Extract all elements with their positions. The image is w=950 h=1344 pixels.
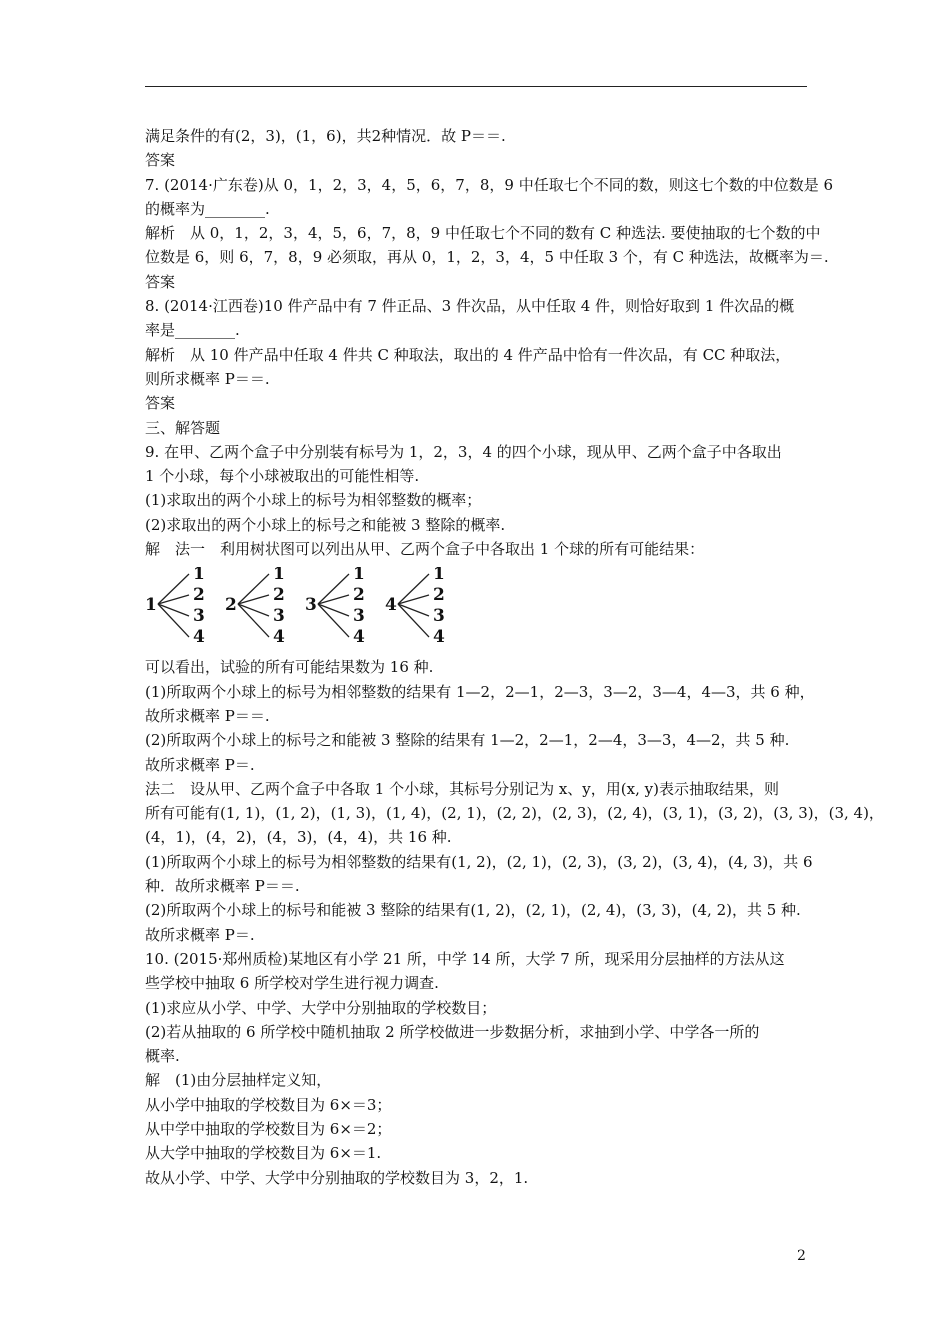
tree-diagram (145, 567, 465, 647)
tree-leaf-label: 1 (193, 567, 205, 585)
tree-leaf-label: 2 (433, 585, 445, 606)
text-line: 解 法一 利用树状图可以列出从甲、乙两个盒子中各取出 1 个球的所有可能结果： (145, 540, 705, 559)
text-line: 故所求概率 P＝. (145, 755, 255, 774)
text-line: (1)所取两个小球上的标号为相邻整数的结果有 1—2，2—1，2—3，3—2，3—4，4—3，共 6 种， (145, 682, 815, 701)
tree-leaf-label: 4 (353, 627, 365, 648)
text-line: 解析 从 10 件产品中任取 4 件共 C 种取法，取出的 4 件产品中恰有一件次品，有 CC 种取法， (145, 345, 791, 364)
tree-leaf-label: 4 (273, 627, 285, 648)
tree-root-label: 1 (145, 595, 157, 616)
text-line: 则所求概率 P＝＝. (145, 369, 270, 388)
tree-leaf-label: 1 (273, 567, 285, 585)
tree-leaf-label: 2 (353, 585, 365, 606)
text-block-before-tree (145, 124, 834, 561)
tree-root-label: 3 (305, 595, 317, 616)
tree-branch-line (238, 604, 269, 637)
text-line: 故从小学、中学、大学中分别抽取的学校数目为 3，2，1. (145, 1168, 529, 1187)
text-line: 从中学中抽取的学校数目为 6×＝2； (145, 1119, 392, 1138)
text-line: 7. (2014·广东卷)从 0，1，2，3，4，5，6，7，8，9 中任取七个不同的数，则这七个数的中位数是 6 (145, 175, 834, 194)
text-line: 10. (2015·郑州质检)某地区有小学 21 所，中学 14 所，大学 7 所，现采用分层抽样的方法从这 (145, 949, 785, 968)
tree-root-label: 4 (385, 595, 397, 616)
tree-branch-line (318, 604, 349, 637)
text-line: 答案 (145, 272, 176, 291)
tree-leaf-label: 2 (273, 585, 285, 606)
text-line: 故所求概率 P＝＝. (145, 706, 270, 725)
tree-branch-line (158, 604, 189, 616)
text-line: (4，1)，(4，2)，(4，3)，(4，4)，共 16 种. (145, 828, 452, 847)
tree-branch-group-3 (305, 567, 365, 647)
text-line: 位数是 6，则 6，7，8，9 必须取，再从 0，1，2，3，4，5 中任取 3 个，有 C 种选法，故概率为＝. (145, 248, 829, 267)
tree-branch-line (158, 604, 189, 637)
text-line: 的概率为________. (145, 199, 270, 218)
text-line: 率是________. (145, 321, 240, 340)
tree-leaf-label: 2 (193, 585, 205, 606)
text-line: 可以看出，试验的所有可能结果数为 16 种. (145, 658, 434, 677)
text-line: 种．故所求概率 P＝＝. (145, 877, 300, 896)
tree-branch-line (398, 604, 429, 637)
tree-branch-group-1 (145, 567, 205, 647)
text-line: 从小学中抽取的学校数目为 6×＝3； (145, 1095, 392, 1114)
tree-branch-line (398, 604, 429, 616)
text-block-after-tree (145, 655, 884, 1190)
tree-leaf-label: 4 (433, 627, 445, 648)
text-line: 答案 (145, 151, 176, 170)
text-line: (2)求取出的两个小球上的标号之和能被 3 整除的概率. (145, 515, 506, 534)
text-line: 所有可能有(1, 1)，(1, 2)，(1, 3)，(1, 4)，(2, 1)，(2, 2)，(2, 3)，(2, 4)，(3, 1)，(3, 2)，(3, 3)，(3, 4)， (145, 804, 884, 823)
tree-branch-line (238, 604, 269, 616)
text-line: (1)所取两个小球上的标号为相邻整数的结果有(1, 2)，(2, 1)，(2, 3)，(3, 2)，(3, 4)，(4, 3)，共 6 (145, 852, 813, 871)
text-line: (2)所取两个小球上的标号和能被 3 整除的结果有(1, 2)，(2, 1)，(2, 4)，(3, 3)，(4, 2)，共 5 种. (145, 901, 801, 920)
text-line: (1)求应从小学、中学、大学中分别抽取的学校数目； (145, 998, 497, 1017)
text-line: 从大学中抽取的学校数目为 6×＝1. (145, 1144, 382, 1163)
text-line: 答案 (145, 394, 176, 413)
document-body (145, 124, 884, 1190)
text-line: 概率. (145, 1047, 180, 1066)
tree-leaf-label: 1 (353, 567, 365, 585)
text-line: 满足条件的有(2，3)，(1，6)，共2种情况．故 P＝＝. (145, 127, 506, 145)
tree-leaf-label: 3 (193, 606, 205, 627)
text-line: 三、解答题 (145, 418, 221, 437)
text-line: (2)所取两个小球上的标号之和能被 3 整除的结果有 1—2，2—1，2—4，3—3，4—2，共 5 种. (145, 731, 790, 750)
text-line: 9. 在甲、乙两个盒子中分别装有标号为 1，2，3，4 的四个小球，现从甲、乙两个盒子中各取出 (145, 442, 782, 461)
tree-branch-group-4 (385, 567, 445, 647)
tree-branch-group-2 (225, 567, 285, 647)
header-rule (145, 86, 807, 87)
tree-branch-line (318, 604, 349, 616)
tree-leaf-label: 3 (353, 606, 365, 627)
tree-leaf-label: 1 (433, 567, 445, 585)
text-line: 1 个小球，每个小球被取出的可能性相等. (145, 467, 420, 486)
page-number: 2 (797, 1248, 806, 1264)
text-line: (1)求取出的两个小球上的标号为相邻整数的概率； (145, 491, 482, 510)
text-line: 故所求概率 P＝. (145, 925, 255, 944)
tree-leaf-label: 4 (193, 627, 205, 648)
text-line: 解析 从 0，1，2，3，4，5，6，7，8，9 中任取七个不同的数有 C 种选法. 要使抽取的七个数的中 (145, 224, 821, 243)
text-line: 些学校中抽取 6 所学校对学生进行视力调查. (145, 974, 439, 993)
text-line: (2)若从抽取的 6 所学校中随机抽取 2 所学校做进一步数据分析，求抽到小学、中学各一所的 (145, 1022, 760, 1041)
tree-root-label: 2 (225, 595, 237, 616)
tree-leaf-label: 3 (433, 606, 445, 627)
text-line: 解 (1)由分层抽样定义知， (145, 1071, 332, 1090)
text-line: 8. (2014·江西卷)10 件产品中有 7 件正品、3 件次品，从中任取 4 件，则恰好取到 1 件次品的概 (145, 297, 795, 316)
text-line: 法二 设从甲、乙两个盒子中各取 1 个小球，其标号分别记为 x、y，用(x, y)表示抽取结果，则 (145, 779, 779, 798)
tree-leaf-label: 3 (273, 606, 285, 627)
